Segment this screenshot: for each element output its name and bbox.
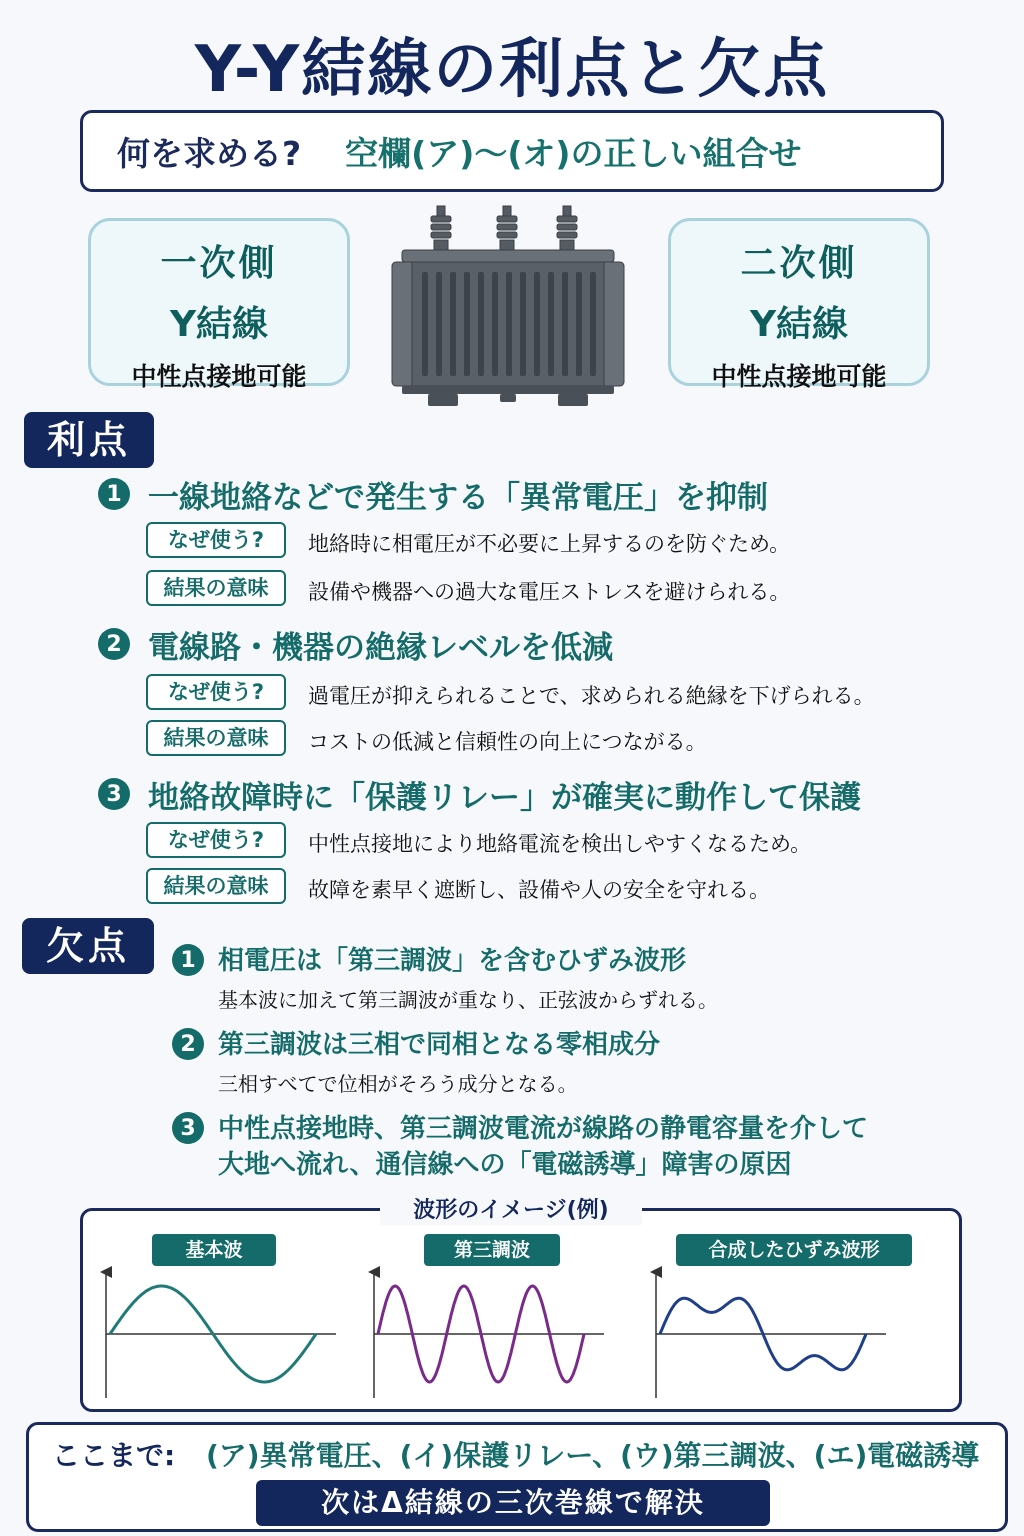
summary-text: (ア)異常電圧、(イ)保護リレー、(ウ)第三調波、(エ)電磁誘導 [206,1439,980,1472]
advantage-2-number: 2 [98,628,130,660]
disadvantage-1-number: 1 [172,944,204,976]
disadvantage-3-number: 3 [172,1112,204,1144]
next-step-banner: 次はΔ結線の三次巻線で解決 [256,1480,770,1526]
waveform-label-distorted: 合成したひずみ波形 [676,1234,912,1266]
advantage-2-result-tag: 結果の意味 [146,720,286,756]
disadvantage-1-heading: 相電圧は「第三調波」を含むひずみ波形 [218,946,687,976]
question-label: 何を求める? [117,133,302,173]
disadvantage-2-sub: 三相すべてで位相がそろう成分となる。 [218,1072,578,1096]
secondary-side-box [668,218,930,391]
advantage-3-result-tag: 結果の意味 [146,868,286,904]
advantage-3-number: 3 [98,778,130,810]
secondary-note: 中性点接地可能 [711,362,887,391]
summary-label: ここまで: [52,1439,176,1472]
advantage-2-result-text: コストの低減と信頼性の向上につながる。 [308,730,707,754]
advantage-1-number: 1 [98,478,130,510]
primary-note: 中性点接地可能 [131,362,307,391]
primary-side-box [88,218,350,391]
advantage-2-heading: 電線路・機器の絶縁レベルを低減 [148,630,613,666]
advantage-3-result-text: 故障を素早く遮断し、設備や人の安全を守れる。 [308,878,770,902]
advantage-1-result-text: 設備や機器への過大な電圧ストレスを避けられる。 [308,580,791,604]
advantage-3-why-tag: なぜ使う? [146,822,286,858]
advantage-2-why-text: 過電圧が抑えられることで、求められる絶縁を下げられる。 [308,684,875,708]
waveform-title: 波形のイメージ(例) [380,1193,642,1225]
disadvantages-tag: 欠点 [22,918,154,974]
disadvantage-3-heading: 中性点接地時、第三調波電流が線路の静電容量を介して [218,1114,869,1144]
primary-connection: Y結線 [169,304,269,345]
advantage-1-why-text: 地絡時に相電圧が不必要に上昇するのを防ぐため。 [308,532,791,556]
advantage-2-why-tag: なぜ使う? [146,674,286,710]
primary-side-label: 一次側 [160,243,278,284]
advantage-1-why-tag: なぜ使う? [146,522,286,558]
advantage-1-result-tag: 結果の意味 [146,570,286,606]
advantage-3-heading: 地絡故障時に「保護リレー」が確実に動作して保護 [148,780,861,816]
transformer-icon [388,200,628,412]
disadvantage-1-sub: 基本波に加えて第三調波が重なり、正弦波からずれる。 [218,988,718,1012]
advantage-1-heading: 一線地絡などで発生する「異常電圧」を抑制 [148,480,768,516]
waveform-label-fundamental: 基本波 [152,1234,276,1266]
disadvantage-3-heading-line2: 大地へ流れ、通信線への「電磁誘導」障害の原因 [218,1150,792,1180]
waveform-graphs [96,1264,956,1404]
advantage-3-why-text: 中性点接地により地絡電流を検出しやすくなるため。 [308,832,812,856]
advantages-tag: 利点 [24,412,154,468]
secondary-side-label: 二次側 [740,243,858,284]
waveform-label-third-harmonic: 第三調波 [424,1234,560,1266]
disadvantage-2-number: 2 [172,1028,204,1060]
page-title: Y-Y結線の利点と欠点 [194,33,830,107]
secondary-connection: Y結線 [749,304,849,345]
question-text: 空欄(ア)〜(オ)の正しい組合せ [345,133,802,173]
question-box [80,110,944,192]
disadvantage-2-heading: 第三調波は三相で同相となる零相成分 [218,1030,661,1060]
